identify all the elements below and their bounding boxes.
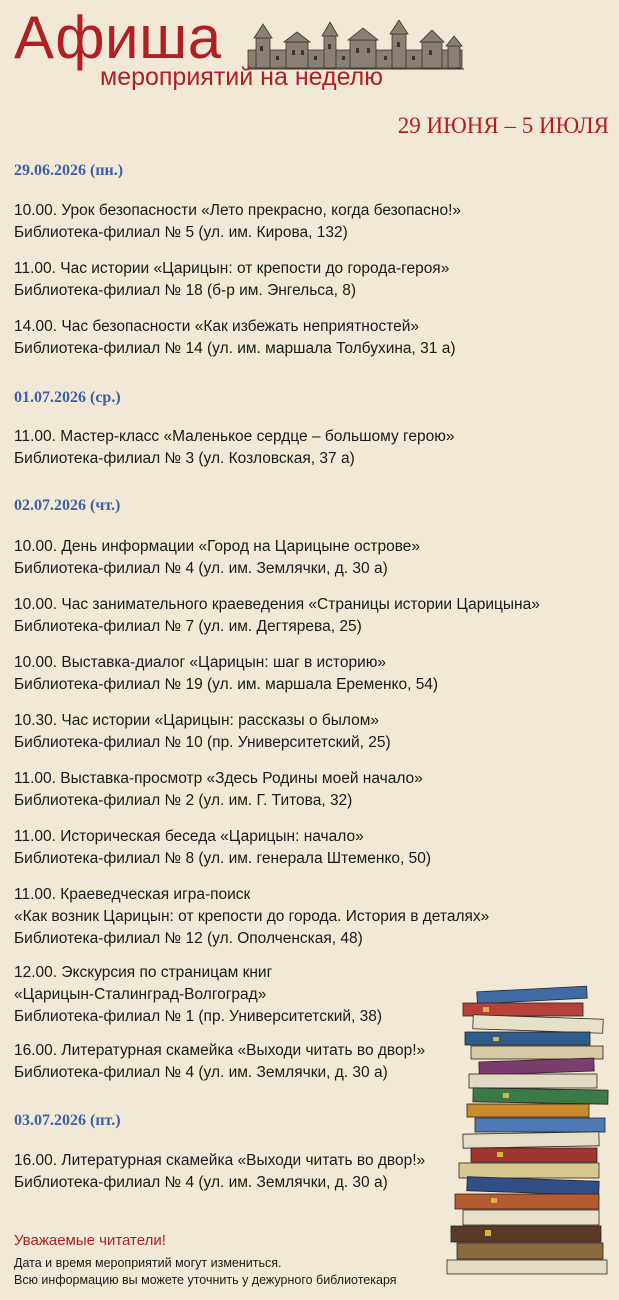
event-title: 11.00. Краеведческая игра-поиск (14, 886, 251, 903)
event-title: 16.00. Литературная скамейка «Выходи читать во двор!» (14, 1152, 426, 1169)
event-title: 11.00. Выставка-просмотр «Здесь Родины моей начало» (14, 770, 423, 787)
event-title: 10.00. Выставка-диалог «Царицын: шаг в историю» (14, 654, 386, 671)
date-range: 29 ИЮНЯ – 5 ИЮЛЯ (397, 113, 609, 138)
event-location: Библиотека-филиал № 12 (ул. Ополченская, 48) (14, 930, 363, 947)
event-location: Библиотека-филиал № 10 (пр. Университетский, 25) (14, 734, 391, 751)
event-item (14, 826, 614, 870)
event-item (14, 710, 614, 754)
notice-heading: Уважаемые читатели! (14, 1232, 166, 1249)
event-location: Библиотека-филиал № 5 (ул. им. Кирова, 132) (14, 224, 348, 241)
day-date: 01.07.2026 (ср.) (14, 389, 121, 406)
day-date: 02.07.2026 (чт.) (14, 497, 121, 514)
event-title-cont: «Как возник Царицын: от крепости до города. История в деталях» (14, 908, 490, 925)
event-title: 10.00. Урок безопасности «Лето прекрасно, когда безопасно!» (14, 202, 462, 219)
event-location: Библиотека-филиал № 8 (ул. им. генерала Штеменко, 50) (14, 850, 432, 867)
event-title-cont: «Царицын-Сталинград-Волгоград» (14, 986, 267, 1003)
event-item (14, 200, 614, 244)
event-location: Библиотека-филиал № 2 (ул. им. Г. Титова, 32) (14, 792, 353, 809)
event-title: 16.00. Литературная скамейка «Выходи читать во двор!» (14, 1042, 426, 1059)
event-item (14, 426, 614, 470)
page-subtitle: мероприятий на неделю (100, 63, 383, 91)
event-location: Библиотека-филиал № 3 (ул. Козловская, 37 а) (14, 450, 355, 467)
event-item (14, 768, 614, 812)
day-date: 29.06.2026 (пн.) (14, 162, 124, 179)
event-title: 10.00. День информации «Город на Царицыне острове» (14, 538, 421, 555)
event-location: Библиотека-филиал № 14 (ул. им. маршала Толбухина, 31 а) (14, 340, 456, 357)
event-item (14, 258, 614, 302)
event-location: Библиотека-филиал № 4 (ул. им. Землячки, д. 30 а) (14, 1064, 388, 1081)
event-item (14, 594, 614, 638)
event-location: Библиотека-филиал № 4 (ул. им. Землячки, д. 30 а) (14, 560, 388, 577)
book-stack-illustration (433, 985, 619, 1275)
event-title: 14.00. Час безопасности «Как избежать неприятностей» (14, 318, 420, 335)
event-item (14, 316, 614, 360)
event-location: Библиотека-филиал № 4 (ул. им. Землячки, д. 30 а) (14, 1174, 388, 1191)
event-item (14, 652, 614, 696)
page-title: Афиша (14, 4, 222, 71)
event-location: Библиотека-филиал № 19 (ул. им. маршала Еременко, 54) (14, 676, 439, 693)
event-location: Библиотека-филиал № 7 (ул. им. Дегтярева, 25) (14, 618, 362, 635)
event-title: 11.00. Историческая беседа «Царицын: начало» (14, 828, 364, 845)
event-item (14, 536, 614, 580)
event-location: Библиотека-филиал № 1 (пр. Университетский, 38) (14, 1008, 383, 1025)
event-title: 11.00. Час истории «Царицын: от крепости до города-героя» (14, 260, 450, 277)
event-location: Библиотека-филиал № 18 (б-р им. Энгельса, 8) (14, 282, 357, 299)
event-item (14, 884, 614, 950)
day-date: 03.07.2026 (пт.) (14, 1112, 121, 1129)
event-title: 12.00. Экскурсия по страницам книг (14, 964, 273, 981)
notice-line: Всю информацию вы можете уточнить у дежурного библиотекаря (14, 1273, 397, 1287)
notice-line: Дата и время мероприятий могут измениться. (14, 1256, 282, 1270)
event-title: 11.00. Мастер-класс «Маленькое сердце – большому герою» (14, 428, 455, 445)
event-title: 10.00. Час занимательного краеведения «Страницы истории Царицына» (14, 596, 540, 613)
event-title: 10.30. Час истории «Царицын: рассказы о былом» (14, 712, 380, 729)
